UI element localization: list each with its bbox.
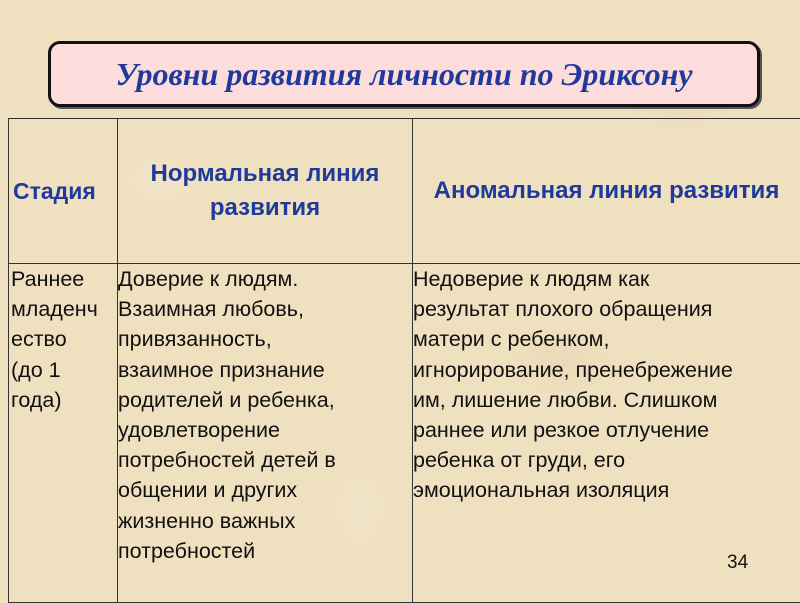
normal-line-text: потребностей	[118, 536, 412, 566]
abnormal-line-text: Недоверие к людям как	[413, 264, 800, 294]
abnormal-line-text: матери с ребенком,	[413, 324, 800, 354]
abnormal-line-text: ребенка от груди, его	[413, 445, 800, 475]
erikson-table	[8, 118, 800, 603]
header-abnormal-line: Аномальная линия развития	[413, 119, 800, 264]
normal-line-text: взаимное признание	[118, 355, 412, 385]
table-header-row	[9, 119, 800, 264]
normal-line-text: Взаимная любовь,	[118, 294, 412, 324]
title-box	[48, 41, 760, 107]
abnormal-line-text: игнорирование, пренебрежение	[413, 355, 800, 385]
stage-line: ество	[11, 324, 117, 354]
header-stage: Стадия	[9, 119, 118, 264]
normal-line-text: удовлетворение	[118, 415, 412, 445]
stage-line: года)	[11, 385, 117, 415]
normal-line-text: привязанность,	[118, 324, 412, 354]
normal-line-text: потребностей детей в	[118, 445, 412, 475]
table-row	[9, 264, 800, 603]
abnormal-line-text: эмоциональная изоляция	[413, 475, 800, 505]
page-number: 34	[727, 552, 748, 574]
stage-line: младенч	[11, 294, 117, 324]
normal-line-text: жизненно важных	[118, 506, 412, 536]
stage-cell	[9, 264, 118, 603]
header-normal-line: Нормальная линия развития	[118, 119, 413, 264]
abnormal-line-text: им, лишение любви. Слишком	[413, 385, 800, 415]
stage-line: Раннее	[11, 264, 117, 294]
abnormal-line-text: раннее или резкое отлучение	[413, 415, 800, 445]
stage-line: (до 1	[11, 355, 117, 385]
normal-line-text: Доверие к людям.	[118, 264, 412, 294]
normal-line-cell	[118, 264, 413, 603]
slide-title: Уровни развития личности по Эриксону	[115, 56, 692, 93]
normal-line-text: общении и других	[118, 475, 412, 505]
abnormal-line-text: результат плохого обращения	[413, 294, 800, 324]
normal-line-text: родителей и ребенка,	[118, 385, 412, 415]
